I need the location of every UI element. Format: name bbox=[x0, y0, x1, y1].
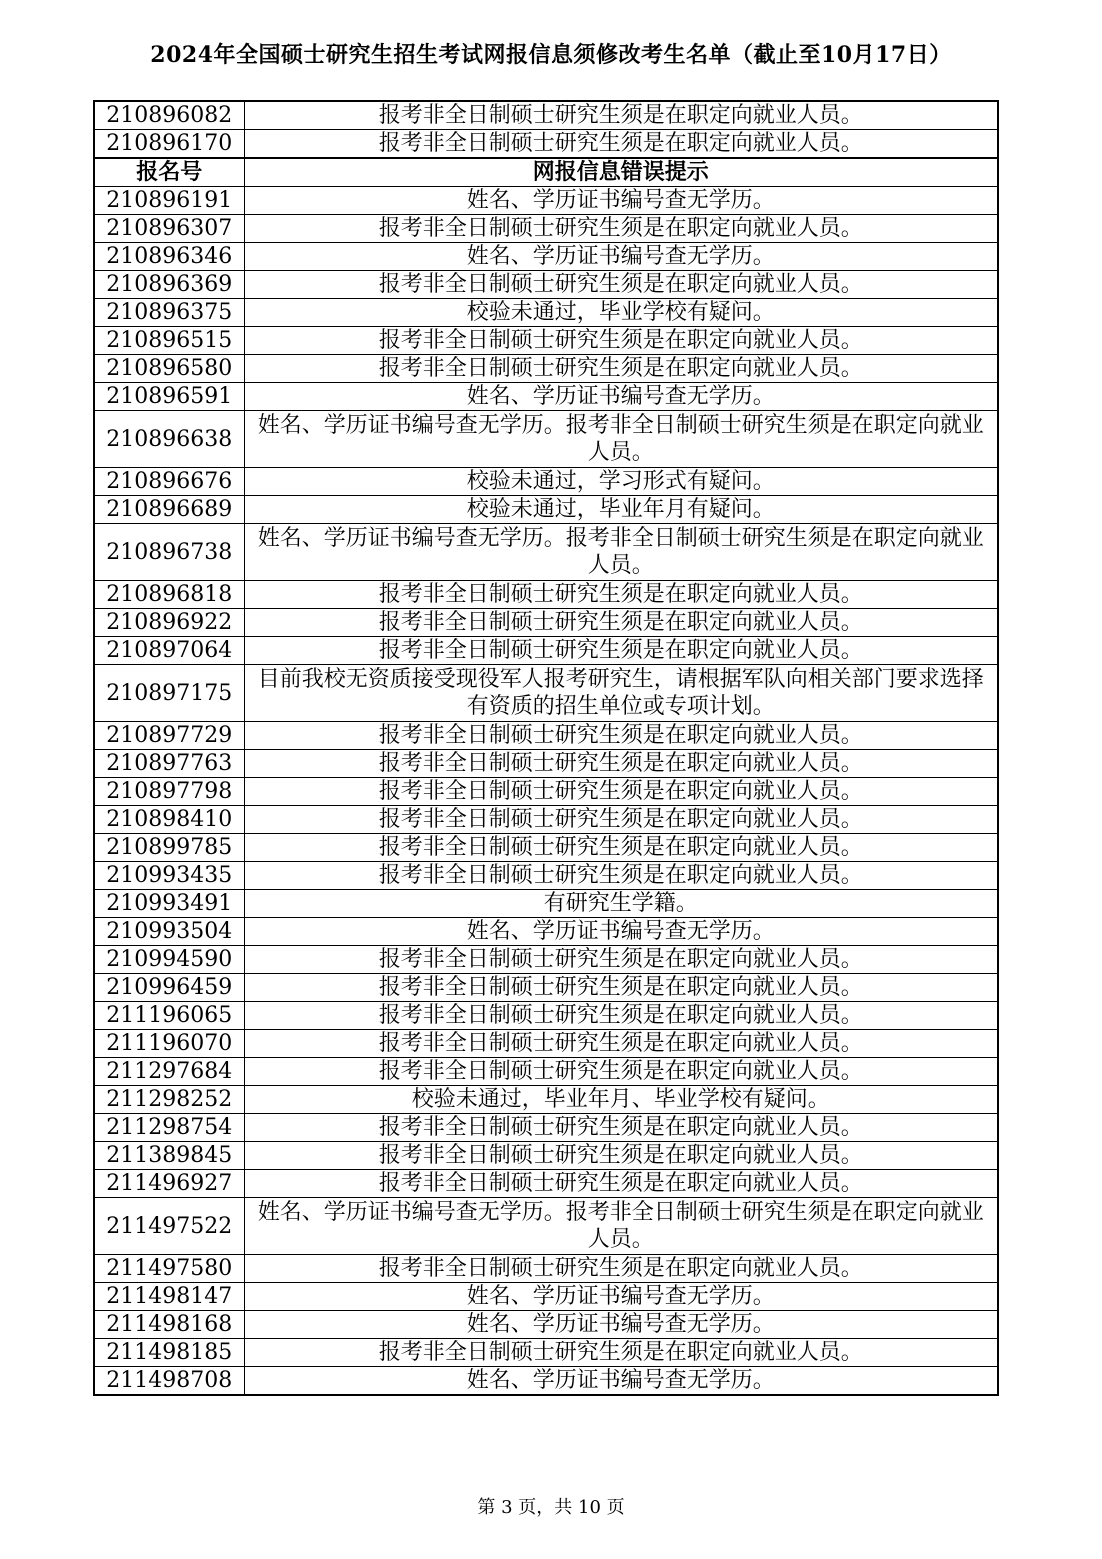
error-message: 校验未通过，毕业学校有疑问。 bbox=[244, 299, 998, 327]
error-message: 报考非全日制硕士研究生须是在职定向就业人员。 bbox=[244, 1058, 998, 1086]
registration-number: 210993504 bbox=[94, 918, 244, 946]
error-message: 报考非全日制硕士研究生须是在职定向就业人员。 bbox=[244, 946, 998, 974]
registration-number: 210993435 bbox=[94, 862, 244, 890]
table-row bbox=[94, 1255, 998, 1283]
error-message: 报考非全日制硕士研究生须是在职定向就业人员。 bbox=[244, 130, 998, 159]
table-row bbox=[94, 1283, 998, 1311]
table-row bbox=[94, 130, 998, 159]
table-row bbox=[94, 355, 998, 383]
registration-number: 210896738 bbox=[94, 524, 244, 581]
error-message: 报考非全日制硕士研究生须是在职定向就业人员。 bbox=[244, 1114, 998, 1142]
registration-number: 210897175 bbox=[94, 665, 244, 722]
error-message: 报考非全日制硕士研究生须是在职定向就业人员。 bbox=[244, 1255, 998, 1283]
registration-number: 210897729 bbox=[94, 722, 244, 750]
error-message: 报考非全日制硕士研究生须是在职定向就业人员。 bbox=[244, 834, 998, 862]
error-message: 姓名、学历证书编号查无学历。报考非全日制硕士研究生须是在职定向就业人员。 bbox=[244, 524, 998, 581]
table-row bbox=[94, 1114, 998, 1142]
table-row bbox=[94, 918, 998, 946]
registration-number: 210896369 bbox=[94, 271, 244, 299]
candidate-table-body bbox=[94, 101, 998, 1395]
table-row bbox=[94, 187, 998, 215]
table-row bbox=[94, 1030, 998, 1058]
error-message: 报考非全日制硕士研究生须是在职定向就业人员。 bbox=[244, 722, 998, 750]
table-row bbox=[94, 1002, 998, 1030]
registration-number: 210897763 bbox=[94, 750, 244, 778]
error-message: 报考非全日制硕士研究生须是在职定向就业人员。 bbox=[244, 1170, 998, 1198]
table-row bbox=[94, 524, 998, 581]
error-message: 报考非全日制硕士研究生须是在职定向就业人员。 bbox=[244, 101, 998, 130]
registration-number: 210896515 bbox=[94, 327, 244, 355]
table-row bbox=[94, 581, 998, 609]
error-message: 目前我校无资质接受现役军人报考研究生，请根据军队向相关部门要求选择有资质的招生单位或专项计划。 bbox=[244, 665, 998, 722]
error-message: 校验未通过，毕业年月、毕业学校有疑问。 bbox=[244, 1086, 998, 1114]
registration-number: 211496927 bbox=[94, 1170, 244, 1198]
table-row bbox=[94, 862, 998, 890]
error-message: 报考非全日制硕士研究生须是在职定向就业人员。 bbox=[244, 806, 998, 834]
error-message: 姓名、学历证书编号查无学历。 bbox=[244, 918, 998, 946]
table-row bbox=[94, 468, 998, 496]
registration-number: 211498708 bbox=[94, 1367, 244, 1396]
table-row bbox=[94, 299, 998, 327]
registration-number: 211498168 bbox=[94, 1311, 244, 1339]
registration-number: 210896676 bbox=[94, 468, 244, 496]
error-message: 有研究生学籍。 bbox=[244, 890, 998, 918]
table-row bbox=[94, 1142, 998, 1170]
error-message: 姓名、学历证书编号查无学历。报考非全日制硕士研究生须是在职定向就业人员。 bbox=[244, 1198, 998, 1255]
registration-number: 210897798 bbox=[94, 778, 244, 806]
error-message: 报考非全日制硕士研究生须是在职定向就业人员。 bbox=[244, 1030, 998, 1058]
registration-number: 211196065 bbox=[94, 1002, 244, 1030]
table-row bbox=[94, 1339, 998, 1367]
error-message: 报考非全日制硕士研究生须是在职定向就业人员。 bbox=[244, 327, 998, 355]
table-row bbox=[94, 609, 998, 637]
error-message: 报考非全日制硕士研究生须是在职定向就业人员。 bbox=[244, 215, 998, 243]
error-message: 姓名、学历证书编号查无学历。报考非全日制硕士研究生须是在职定向就业人员。 bbox=[244, 411, 998, 468]
registration-number: 210896818 bbox=[94, 581, 244, 609]
error-message: 报考非全日制硕士研究生须是在职定向就业人员。 bbox=[244, 862, 998, 890]
error-message: 姓名、学历证书编号查无学历。 bbox=[244, 243, 998, 271]
error-message: 姓名、学历证书编号查无学历。 bbox=[244, 1367, 998, 1396]
table-row bbox=[94, 974, 998, 1002]
registration-number: 210896307 bbox=[94, 215, 244, 243]
registration-number: 210896082 bbox=[94, 101, 244, 130]
error-message: 校验未通过，学习形式有疑问。 bbox=[244, 468, 998, 496]
registration-number: 211196070 bbox=[94, 1030, 244, 1058]
table-row bbox=[94, 383, 998, 411]
header-error-message: 网报信息错误提示 bbox=[244, 158, 998, 187]
error-message: 姓名、学历证书编号查无学历。 bbox=[244, 187, 998, 215]
table-row bbox=[94, 327, 998, 355]
table-row bbox=[94, 637, 998, 665]
registration-number: 210896591 bbox=[94, 383, 244, 411]
registration-number: 211498147 bbox=[94, 1283, 244, 1311]
error-message: 报考非全日制硕士研究生须是在职定向就业人员。 bbox=[244, 1339, 998, 1367]
candidate-table bbox=[93, 100, 999, 1396]
table-row bbox=[94, 1367, 998, 1396]
table-row bbox=[94, 750, 998, 778]
error-message: 报考非全日制硕士研究生须是在职定向就业人员。 bbox=[244, 778, 998, 806]
registration-number: 210996459 bbox=[94, 974, 244, 1002]
error-message: 报考非全日制硕士研究生须是在职定向就业人员。 bbox=[244, 750, 998, 778]
table-row bbox=[94, 946, 998, 974]
registration-number: 211298754 bbox=[94, 1114, 244, 1142]
table-row bbox=[94, 722, 998, 750]
registration-number: 210896346 bbox=[94, 243, 244, 271]
error-message: 报考非全日制硕士研究生须是在职定向就业人员。 bbox=[244, 1002, 998, 1030]
registration-number: 211298252 bbox=[94, 1086, 244, 1114]
table-row bbox=[94, 1086, 998, 1114]
registration-number: 210896638 bbox=[94, 411, 244, 468]
registration-number: 211297684 bbox=[94, 1058, 244, 1086]
table-row bbox=[94, 1311, 998, 1339]
table-row bbox=[94, 834, 998, 862]
registration-number: 210994590 bbox=[94, 946, 244, 974]
error-message: 报考非全日制硕士研究生须是在职定向就业人员。 bbox=[244, 1142, 998, 1170]
error-message: 姓名、学历证书编号查无学历。 bbox=[244, 1283, 998, 1311]
error-message: 报考非全日制硕士研究生须是在职定向就业人员。 bbox=[244, 637, 998, 665]
table-row bbox=[94, 1058, 998, 1086]
registration-number: 210896375 bbox=[94, 299, 244, 327]
registration-number: 211497522 bbox=[94, 1198, 244, 1255]
table-row bbox=[94, 243, 998, 271]
page-footer: 第 3 页，共 10 页 bbox=[477, 1497, 625, 1518]
error-message: 姓名、学历证书编号查无学历。 bbox=[244, 1311, 998, 1339]
registration-number: 210899785 bbox=[94, 834, 244, 862]
table-row bbox=[94, 496, 998, 524]
table-row bbox=[94, 271, 998, 299]
registration-number: 210993491 bbox=[94, 890, 244, 918]
registration-number: 210897064 bbox=[94, 637, 244, 665]
page-title: 2024年全国硕士研究生招生考试网报信息须修改考生名单（截止至10月17日） bbox=[150, 42, 952, 68]
table-row bbox=[94, 101, 998, 130]
error-message: 报考非全日制硕士研究生须是在职定向就业人员。 bbox=[244, 581, 998, 609]
registration-number: 211498185 bbox=[94, 1339, 244, 1367]
error-message: 报考非全日制硕士研究生须是在职定向就业人员。 bbox=[244, 355, 998, 383]
table-row bbox=[94, 806, 998, 834]
registration-number: 211389845 bbox=[94, 1142, 244, 1170]
registration-number: 210896170 bbox=[94, 130, 244, 159]
table-row bbox=[94, 778, 998, 806]
error-message: 报考非全日制硕士研究生须是在职定向就业人员。 bbox=[244, 271, 998, 299]
registration-number: 210896922 bbox=[94, 609, 244, 637]
registration-number: 210898410 bbox=[94, 806, 244, 834]
registration-number: 211497580 bbox=[94, 1255, 244, 1283]
registration-number: 210896689 bbox=[94, 496, 244, 524]
header-registration-number: 报名号 bbox=[94, 158, 244, 187]
table-row bbox=[94, 665, 998, 722]
table-row bbox=[94, 215, 998, 243]
error-message: 校验未通过，毕业年月有疑问。 bbox=[244, 496, 998, 524]
error-message: 报考非全日制硕士研究生须是在职定向就业人员。 bbox=[244, 974, 998, 1002]
registration-number: 210896580 bbox=[94, 355, 244, 383]
error-message: 姓名、学历证书编号查无学历。 bbox=[244, 383, 998, 411]
registration-number: 210896191 bbox=[94, 187, 244, 215]
table-header-row bbox=[94, 158, 998, 187]
table-row bbox=[94, 1198, 998, 1255]
error-message: 报考非全日制硕士研究生须是在职定向就业人员。 bbox=[244, 609, 998, 637]
table-row bbox=[94, 411, 998, 468]
table-row bbox=[94, 1170, 998, 1198]
table-row bbox=[94, 890, 998, 918]
